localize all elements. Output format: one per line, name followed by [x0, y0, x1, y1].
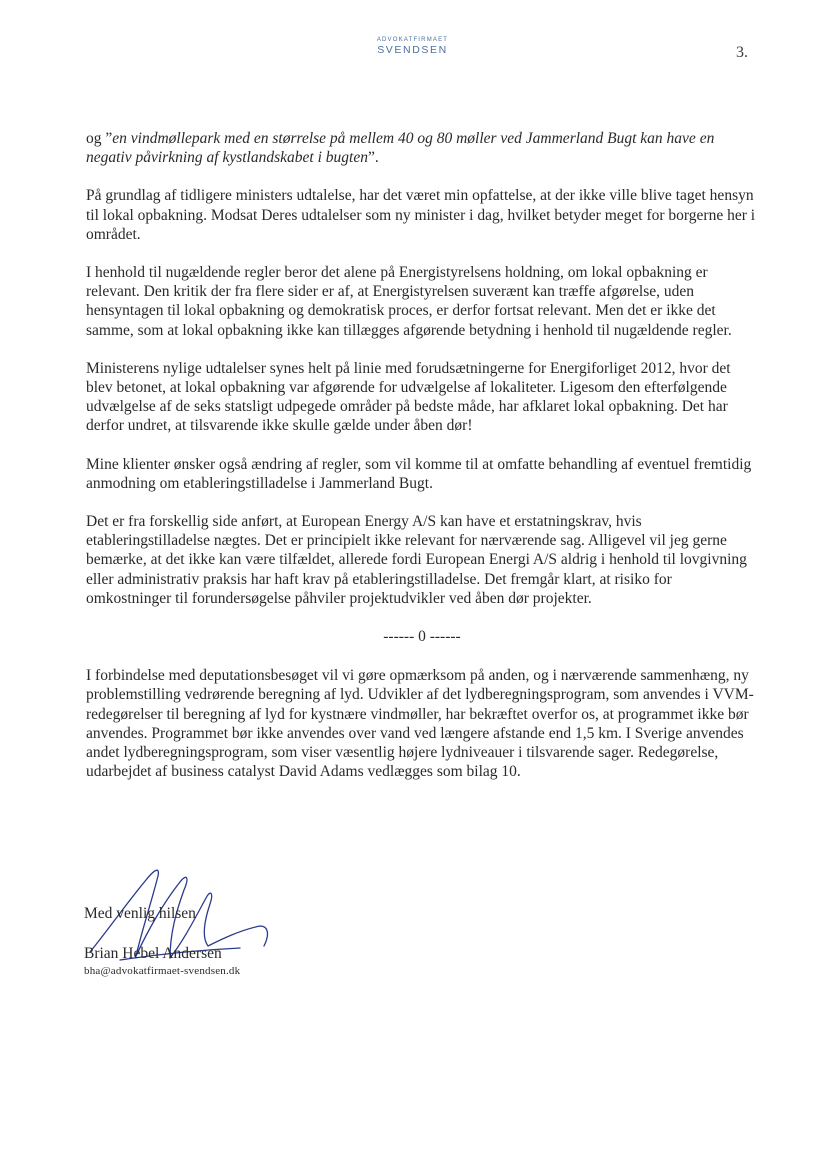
intro-paragraph	[86, 129, 758, 167]
paragraph: Det er fra forskellig side anført, at European Energy A/S kan have et erstatningskrav, hvis etableringstilladelse nægtes. Det er principielt ikke relevant for nærværende sag. Alligevel vil jeg gerne bemærke, at det ikke kan være tilfældet, allerede fordi European Energi A/S aldrig i henhold til lovgivning eller administrativ praksis har haft krav på etableringstilladelse. Det fremgår klart, at risiko for omkostninger til forundersøgelse påhviler projektudvikler ved åben dør projekter.	[86, 513, 747, 607]
closing-greeting: Med venlig hilsen	[84, 905, 196, 922]
page-number: 3.	[736, 44, 748, 61]
paragraph: Mine klienter ønsker også ændring af regler, som vil komme til at omfatte behandling af eventuel fremtidig anmodning om etableringstilladelse i Jammerland Bugt.	[86, 455, 752, 492]
paragraph: I henhold til nugældende regler beror det alene på Energistyrelsens holdning, om lokal opbakning er relevant. Den kritik der fra flere sider er af, at Energistyrelsen suverænt kan træffe afgørelse, uden hensyntagen til lokal opbakning og demokratisk proces, er derfor fortsat relevant. Men det er ikke det samme, som at lokal opbakning ikke kan tillægges afgørende betydning i henhold til nugældende regler.	[86, 264, 732, 339]
paragraph: Ministerens nylige udtalelser synes helt på linie med forudsætningerne for Energiforliget 2012, hvor det blev betonet, at lokal opbakning var afgørende for udvælgelse af lokaliteter. Ligesom den efterfølgende udvælgelse af de seks statsligt udpegede områder på bedste måde, har afklaret lokal opbakning. Det har derfor undret, at tilsvarende ikke skulle gælde under åben dør!	[86, 359, 731, 435]
closing-block	[84, 904, 240, 978]
final-paragraph: I forbindelse med deputationsbesøget vil vi gøre opmærksom på anden, og i nærværende sammenhæng, ny problemstilling vedrørende beregning af lyd. Udvikler af det lydberegningsprogram, som anvendes i VVM-redegørelser til beregning af lyd for kystnære vindmøller, har bekræftet overfor os, at programmet ikke bør anvendes. Programmet bør ikke anvendes over vand ved længere afstande end 1,5 km. I Sverige anvendes andet lydberegningsprogram, som viser væsentlig højere lydniveauer i tilsvarende sager. Redegørelse, udarbejdet af business catalyst David Adams vedlægges som bilag 10.	[86, 667, 754, 781]
letterhead	[0, 36, 825, 56]
letterhead-firm-name: SVENDSEN	[377, 44, 448, 56]
signatory-name: Brian Hebel Andersen	[84, 945, 222, 962]
intro-quote: en vindmøllepark med en størrelse på mellem 40 og 80 møller ved Jammerland Bugt kan have en negativ påvirkning af kystlandskabet i bugten	[86, 130, 715, 167]
letterhead-firm-prefix: ADVOKATFIRMAET	[376, 37, 449, 43]
paragraph: På grundlag af tidligere ministers udtalelse, har det været min opfattelse, at der ikke ville blive taget hensyn til lokal opbakning. Modsat Deres udtalelser som ny minister i dag, hvilket betyder meget for borgerne her i området.	[86, 187, 756, 243]
signatory-email: bha@advokatfirmaet-svendsen.dk	[84, 965, 241, 977]
section-divider: ------ 0 ------	[383, 628, 461, 646]
letter-body	[86, 129, 758, 800]
intro-suffix: ”.	[367, 149, 379, 167]
intro-prefix: og ”	[86, 130, 113, 147]
